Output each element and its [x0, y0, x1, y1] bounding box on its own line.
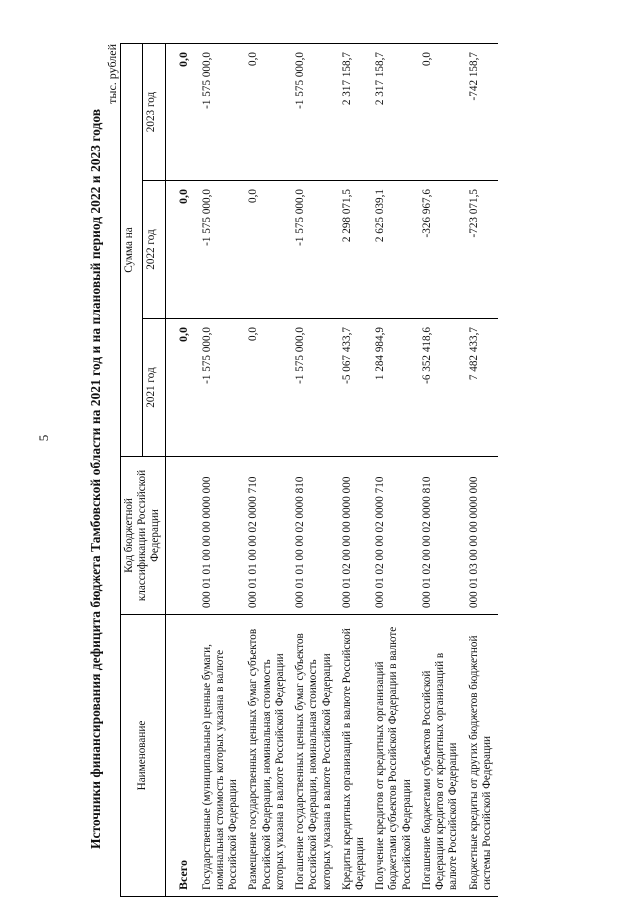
row-code: 000 01 01 00 00 00 0000 000 — [198, 457, 245, 615]
row-value-2023: 2 317 158,7 — [371, 43, 418, 180]
table-row — [418, 43, 465, 896]
page-number: 5 — [36, 434, 51, 442]
row-value-2022: 0,0 — [244, 181, 291, 319]
row-value-2022: 0,0 — [165, 181, 198, 319]
row-value-2021: 1 284 984,9 — [371, 319, 418, 457]
row-value-2023: 0,0 — [418, 43, 465, 180]
header-name: Наименование — [121, 615, 166, 897]
row-value-2023: 2 317 158,7 — [338, 43, 371, 180]
row-code: 000 01 02 00 00 02 0000 810 — [418, 457, 465, 615]
header-2023: 2023 год — [143, 43, 165, 180]
row-value-2022: -1 575 000,0 — [198, 181, 245, 319]
header-sum-group: Сумма на — [121, 43, 143, 456]
row-code: 000 01 03 00 00 00 0000 000 — [465, 457, 498, 615]
table-row — [465, 43, 498, 896]
row-value-2021: 0,0 — [165, 319, 198, 457]
row-value-2021: 7 482 433,7 — [465, 319, 498, 457]
row-value-2022: -723 071,5 — [465, 181, 498, 319]
document-title: Источники финансирования дефицита бюджета Тамбовской области на 2021 год и на плановый период 2022 и 2023 годов — [88, 108, 103, 850]
row-name: Государственные (муниципальные) ценные бумаги, номинальная стоимость которых указана в валюте Российской Федерации — [198, 615, 245, 897]
row-name: Бюджетные кредиты от других бюджетов бюджетной системы Российской Федерации — [465, 615, 498, 897]
rotated-content — [82, 40, 640, 900]
table-row — [371, 43, 418, 896]
table-row — [338, 43, 371, 896]
table-row — [244, 43, 291, 896]
row-code — [165, 457, 198, 615]
row-value-2022: -326 967,6 — [418, 181, 465, 319]
row-code: 000 01 02 00 00 00 0000 000 — [338, 457, 371, 615]
header-2021: 2021 год — [143, 319, 165, 457]
table-header-row — [121, 43, 143, 896]
row-code: 000 01 02 00 00 02 0000 710 — [371, 457, 418, 615]
row-value-2021: -1 575 000,0 — [291, 319, 338, 457]
row-name: Погашение государственных ценных бумаг субъектов Российской Федерации, номинальная стоимость которых указана в валюте Российской Федерации — [291, 615, 338, 897]
row-name: Получение кредитов от кредитных организаций бюджетами субъектов Российской Федерации в валюте Российской Федерации — [371, 615, 418, 897]
table-row — [165, 43, 198, 896]
row-name: Погашение бюджетами субъектов Российской Федерации кредитов от кредитных организаций в валюте Российской Федерации — [418, 615, 465, 897]
header-2022: 2022 год — [143, 181, 165, 319]
unit-label: тыс. рублей — [105, 44, 119, 104]
row-value-2021: -6 352 418,6 — [418, 319, 465, 457]
row-value-2021: -1 575 000,0 — [198, 319, 245, 457]
row-value-2023: -1 575 000,0 — [291, 43, 338, 180]
row-value-2023: 0,0 — [165, 43, 198, 180]
row-value-2023: 0,0 — [244, 43, 291, 180]
row-name: Кредиты кредитных организаций в валюте Российской Федерации — [338, 615, 371, 897]
table-row — [198, 43, 245, 896]
row-value-2023: -742 158,7 — [465, 43, 498, 180]
row-value-2022: -1 575 000,0 — [291, 181, 338, 319]
row-value-2022: 2 625 039,1 — [371, 181, 418, 319]
row-code: 000 01 01 00 00 02 0000 810 — [291, 457, 338, 615]
row-value-2021: -5 067 433,7 — [338, 319, 371, 457]
row-code: 000 01 01 00 00 02 0000 710 — [244, 457, 291, 615]
row-value-2021: 0,0 — [244, 319, 291, 457]
table-row — [291, 43, 338, 896]
row-value-2022: 2 298 071,5 — [338, 181, 371, 319]
row-name: Всего — [165, 615, 198, 897]
row-name: Размещение государственных ценных бумаг субъектов Российской Федерации, номинальная стоимость которых указана в валюте Российской Федерации — [244, 615, 291, 897]
header-code: Код бюджетной классификации Российской Федерации — [121, 457, 166, 615]
row-value-2023: -1 575 000,0 — [198, 43, 245, 180]
deficit-sources-table — [120, 43, 498, 897]
